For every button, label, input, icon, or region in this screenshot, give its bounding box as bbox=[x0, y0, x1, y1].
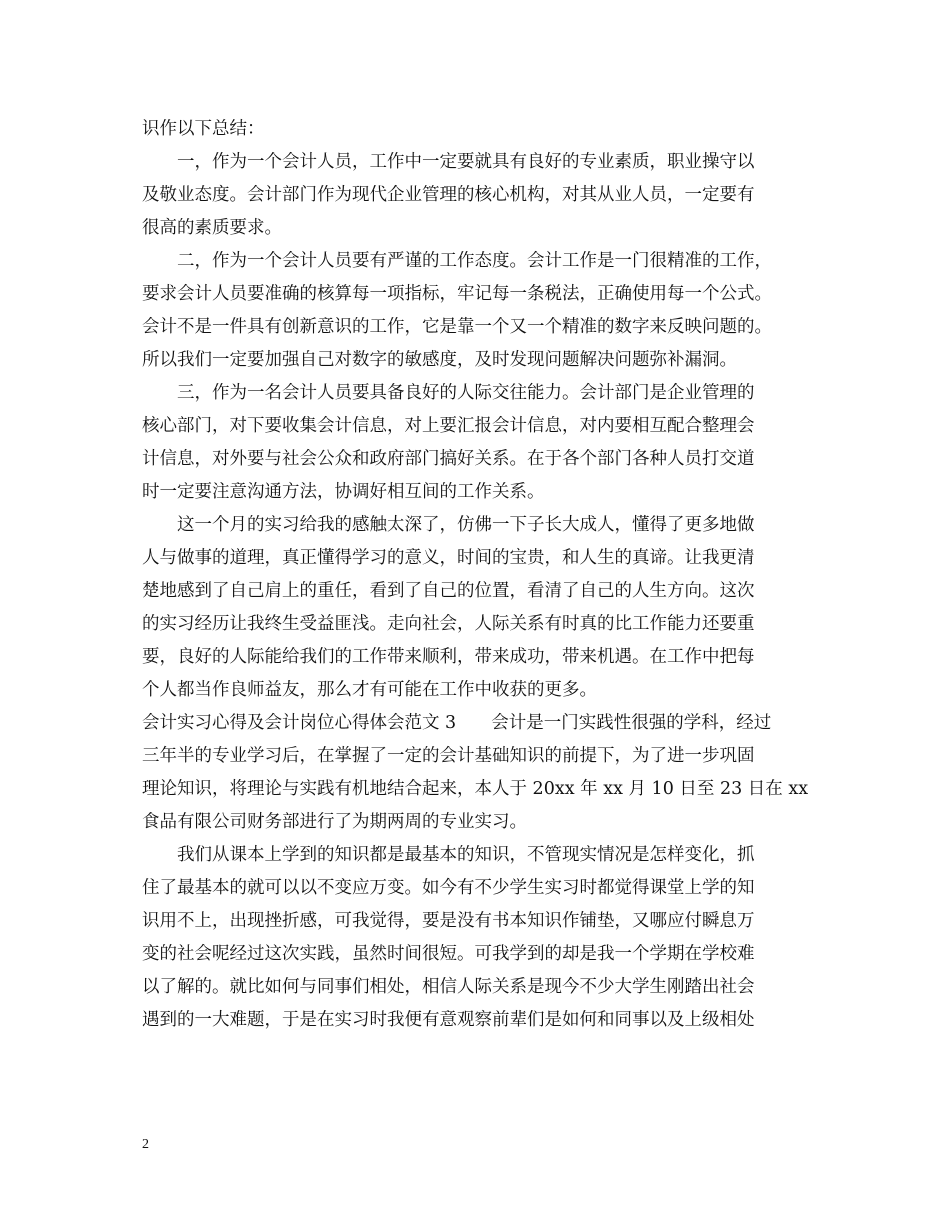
text-line: 住了最基本的就可以以不变应万变。如今有不少学生实习时都觉得课堂上学的知 bbox=[142, 878, 755, 898]
text-line: 以了解的。就比如何与同事们相处，相信人际关系是现今不少大学生刚踏出社会 bbox=[142, 977, 755, 997]
paragraph-first-line: 三，作为一名会计人员要具备良好的人际交往能力。会计部门是企业管理的 bbox=[177, 383, 755, 403]
text-line: 会计不是一件具有创新意识的工作，它是靠一个又一个精准的数字来反映问题的。 bbox=[142, 317, 772, 337]
document-body bbox=[142, 113, 818, 1037]
text-line: 计信息，对外要与社会公众和政府部门搞好关系。在于各个部门各种人员打交道 bbox=[142, 449, 755, 469]
text-line: 很高的素质要求。 bbox=[142, 218, 282, 238]
text-line: 的实习经历让我终生受益匪浅。走向社会，人际关系有时真的比工作能力还要重 bbox=[142, 614, 755, 634]
text-line: 个人都当作良师益友，那么才有可能在工作中收获的更多。 bbox=[142, 680, 597, 700]
text-line: 食品有限公司财务部进行了为期两周的专业实习。 bbox=[142, 812, 527, 832]
paragraph-first-line: 一，作为一个会计人员，工作中一定要就具有良好的专业素质，职业操守以 bbox=[177, 152, 755, 172]
section-heading-line: 会计实习心得及会计岗位心得体会范文 3 会计是一门实践性很强的学科，经过 bbox=[142, 713, 772, 733]
text-line: 人与做事的道理，真正懂得学习的意义，时间的宝贵，和人生的真谛。让我更清 bbox=[142, 548, 755, 568]
text-line: 识作以下总结： bbox=[142, 119, 265, 139]
text-line: 变的社会呢经过这次实践，虽然时间很短。可我学到的却是我一个学期在学校难 bbox=[142, 944, 755, 964]
text-line: 要求会计人员要准确的核算每一项指标，牢记每一条税法，正确使用每一个公式。 bbox=[142, 284, 772, 304]
text-line: 遇到的一大难题，于是在实习时我便有意观察前辈们是如何和同事以及上级相处 bbox=[142, 1010, 755, 1030]
text-line: 及敬业态度。会计部门作为现代企业管理的核心机构，对其从业人员，一定要有 bbox=[142, 185, 755, 205]
paragraph-first-line: 这一个月的实习给我的感触太深了，仿佛一下子长大成人，懂得了更多地做 bbox=[177, 515, 755, 535]
text-line: 理论知识，将理论与实践有机地结合起来，本人于 20xx 年 xx 月 10 日至 23 日在 xx bbox=[142, 779, 809, 799]
paragraph-first-line: 我们从课本上学到的知识都是最基本的知识，不管现实情况是怎样变化，抓 bbox=[177, 845, 755, 865]
text-line: 时一定要注意沟通方法，协调好相互间的工作关系。 bbox=[142, 482, 545, 502]
text-line: 识用不上，出现挫折感，可我觉得，要是没有书本知识作铺垫，又哪应付瞬息万 bbox=[142, 911, 755, 931]
text-line: 要，良好的人际能给我们的工作带来顺利，带来成功，带来机遇。在工作中把每 bbox=[142, 647, 755, 667]
text-line: 楚地感到了自己肩上的重任，看到了自己的位置，看清了自己的人生方向。这次 bbox=[142, 581, 755, 601]
page-number: 2 bbox=[142, 1137, 149, 1152]
text-line: 核心部门，对下要收集会计信息，对上要汇报会计信息，对内要相互配合整理会 bbox=[142, 416, 755, 436]
paragraph-first-line: 二，作为一个会计人员要有严谨的工作态度。会计工作是一门很精准的工作， bbox=[177, 251, 772, 271]
text-line: 所以我们一定要加强自己对数字的敏感度，及时发现问题解决问题弥补漏洞。 bbox=[142, 350, 737, 370]
text-line: 三年半的专业学习后，在掌握了一定的会计基础知识的前提下，为了进一步巩固 bbox=[142, 746, 755, 766]
